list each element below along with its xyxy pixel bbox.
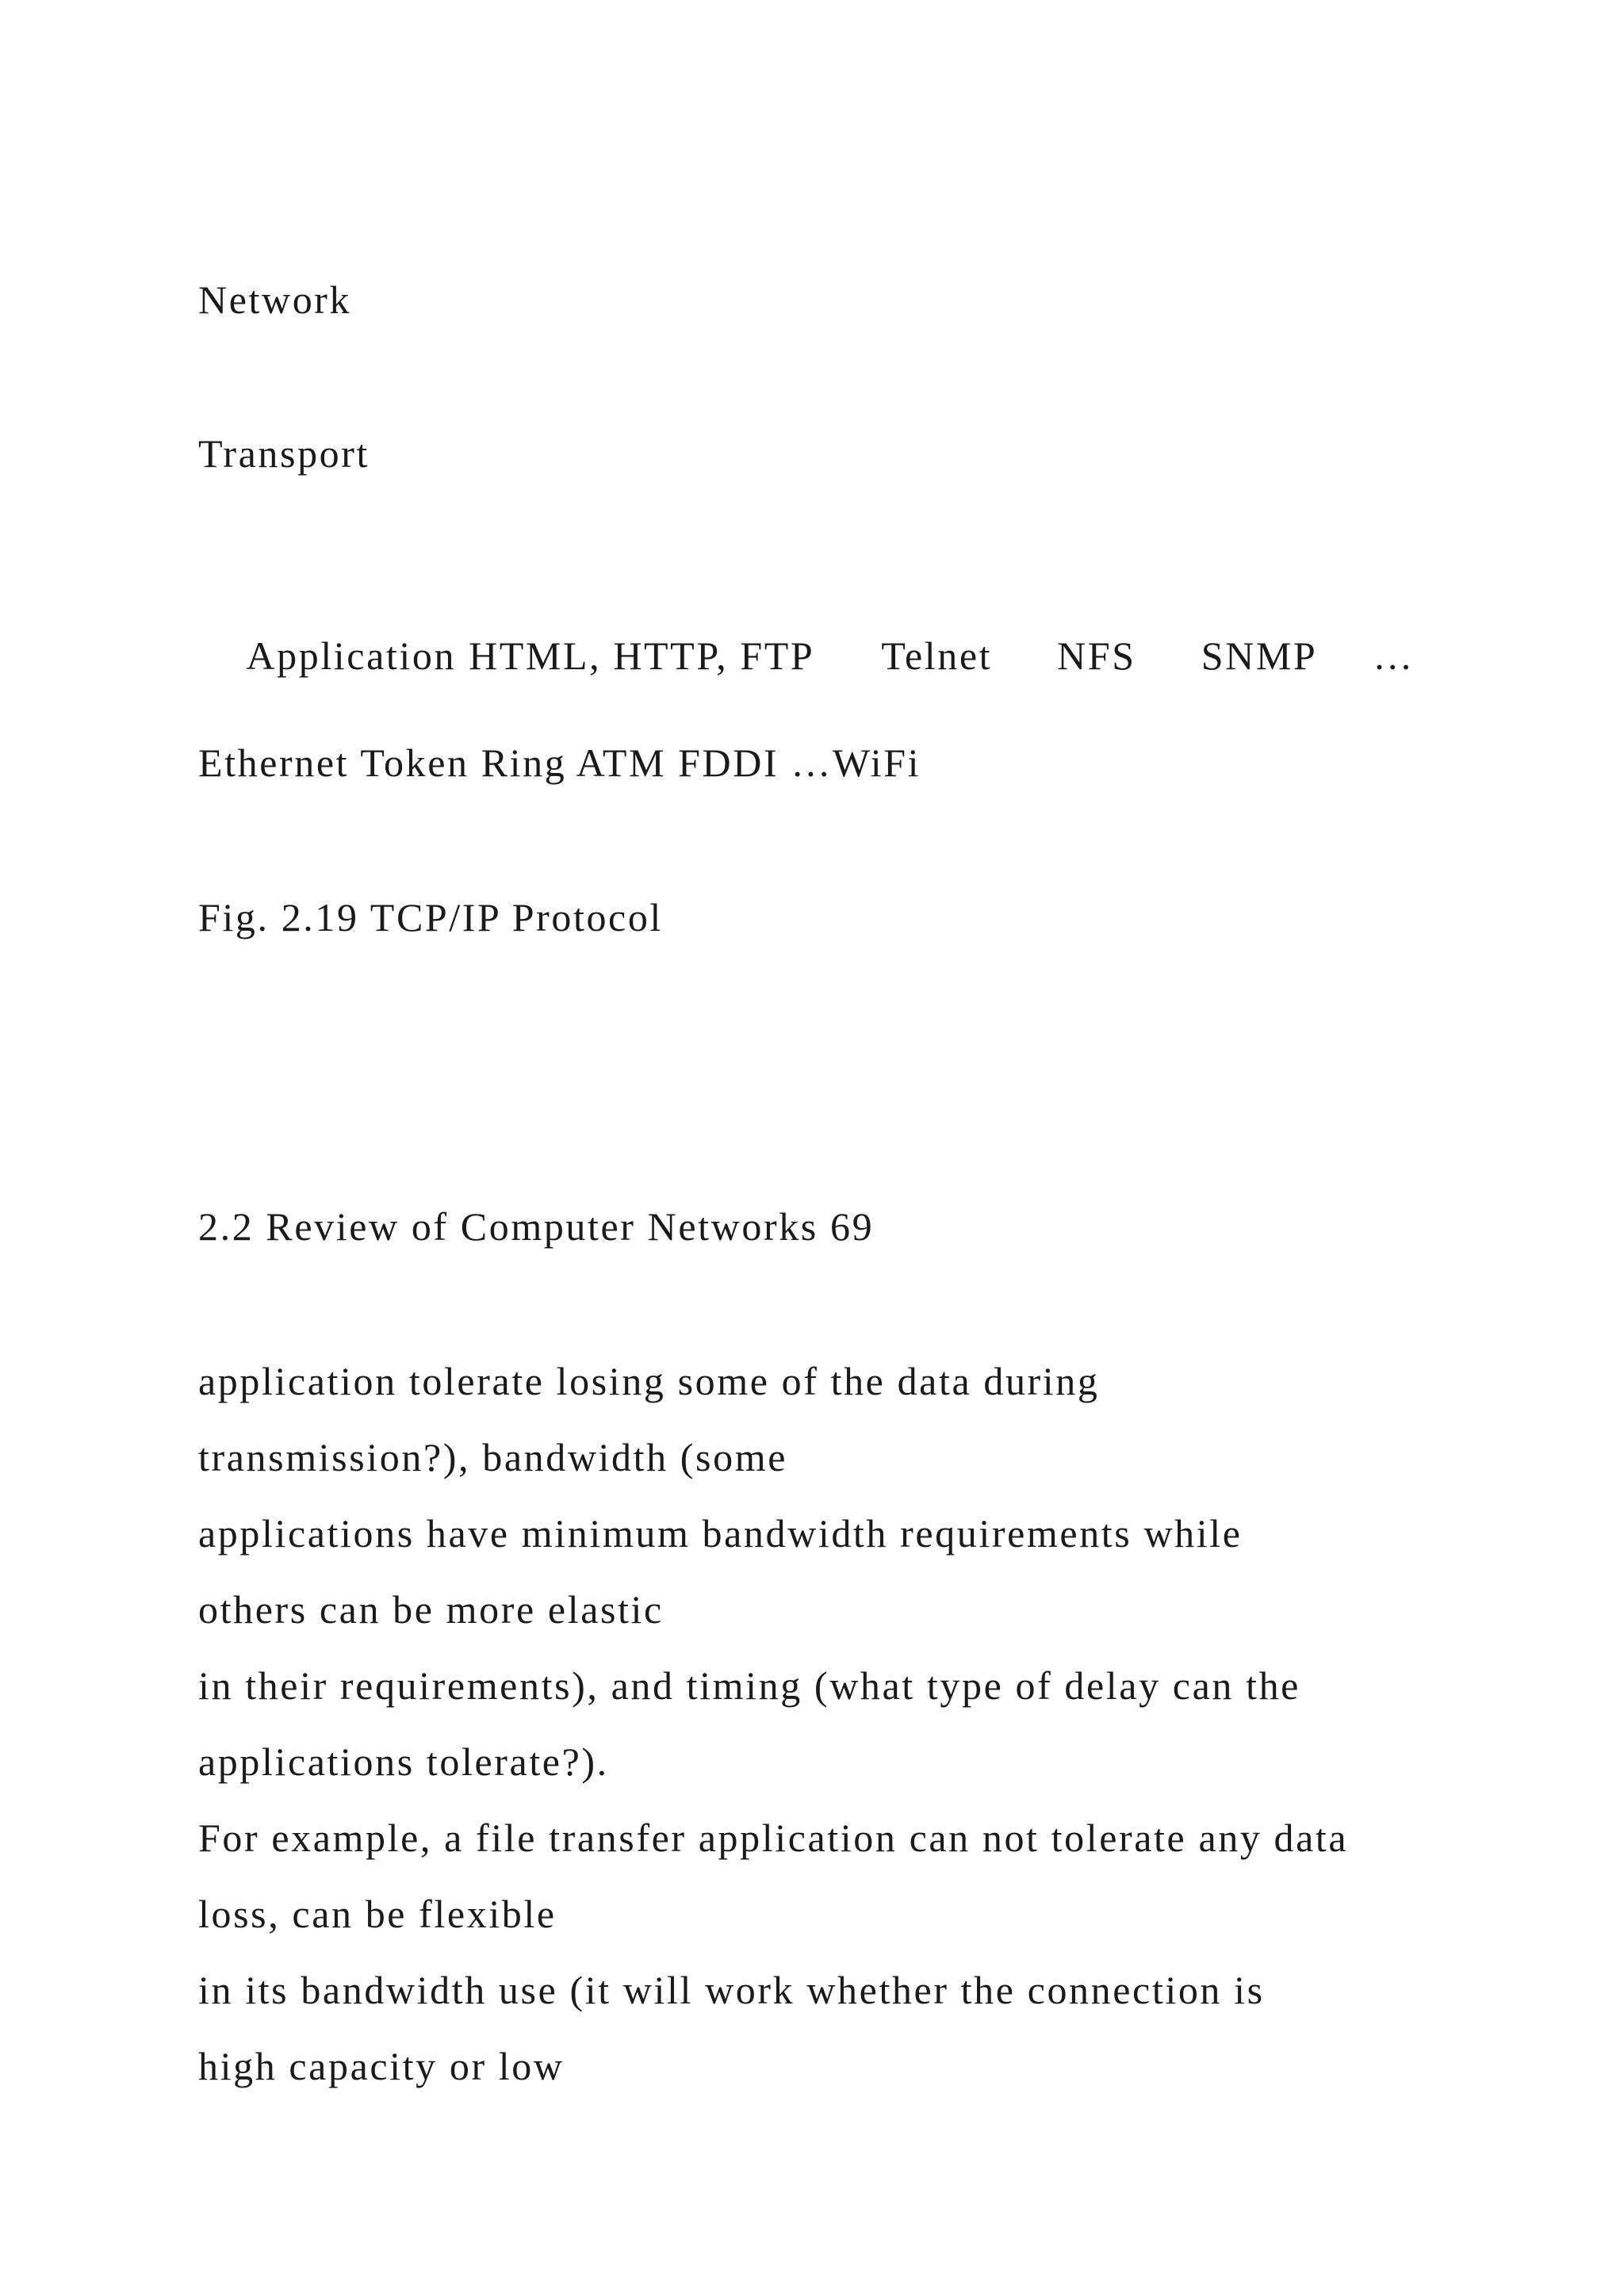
application-protocol-html-http-ftp: HTML, HTTP, FTP (469, 633, 815, 678)
body-line: application tolerate losing some of the data during (198, 1359, 1100, 1403)
body-line: applications have minimum bandwidth requirements while (198, 1511, 1243, 1556)
body-line: For example, a file transfer application can not tolerate any data (198, 1816, 1349, 1860)
body-line: transmission?), bandwidth (some (198, 1435, 788, 1479)
application-layer-label: Application (246, 633, 457, 678)
figure-caption: Fig. 2.19 TCP/IP Protocol (198, 895, 663, 939)
figure-layer-application (198, 584, 1415, 727)
application-protocol-ellipsis: … (1373, 633, 1415, 678)
figure-layer-transport: Transport (198, 431, 370, 476)
figure-layer-network: Network (198, 277, 352, 322)
body-line: others can be more elastic (198, 1587, 664, 1632)
body-line: loss, can be flexible (198, 1892, 557, 1936)
running-header: 2.2 Review of Computer Networks 69 (198, 1204, 875, 1249)
application-protocol-nfs: NFS (1057, 633, 1136, 678)
figure-layer-link: Ethernet Token Ring ATM FDDI …WiFi (198, 740, 921, 785)
body-line: in its bandwidth use (it will work whether the connection is (198, 1968, 1265, 2012)
body-line: high capacity or low (198, 2044, 565, 2088)
application-protocol-telnet: Telnet (881, 633, 993, 678)
body-line: in their requirements), and timing (what type of delay can the (198, 1663, 1300, 1708)
application-protocol-snmp: SNMP (1201, 633, 1318, 678)
body-line: applications tolerate?). (198, 1739, 609, 1784)
